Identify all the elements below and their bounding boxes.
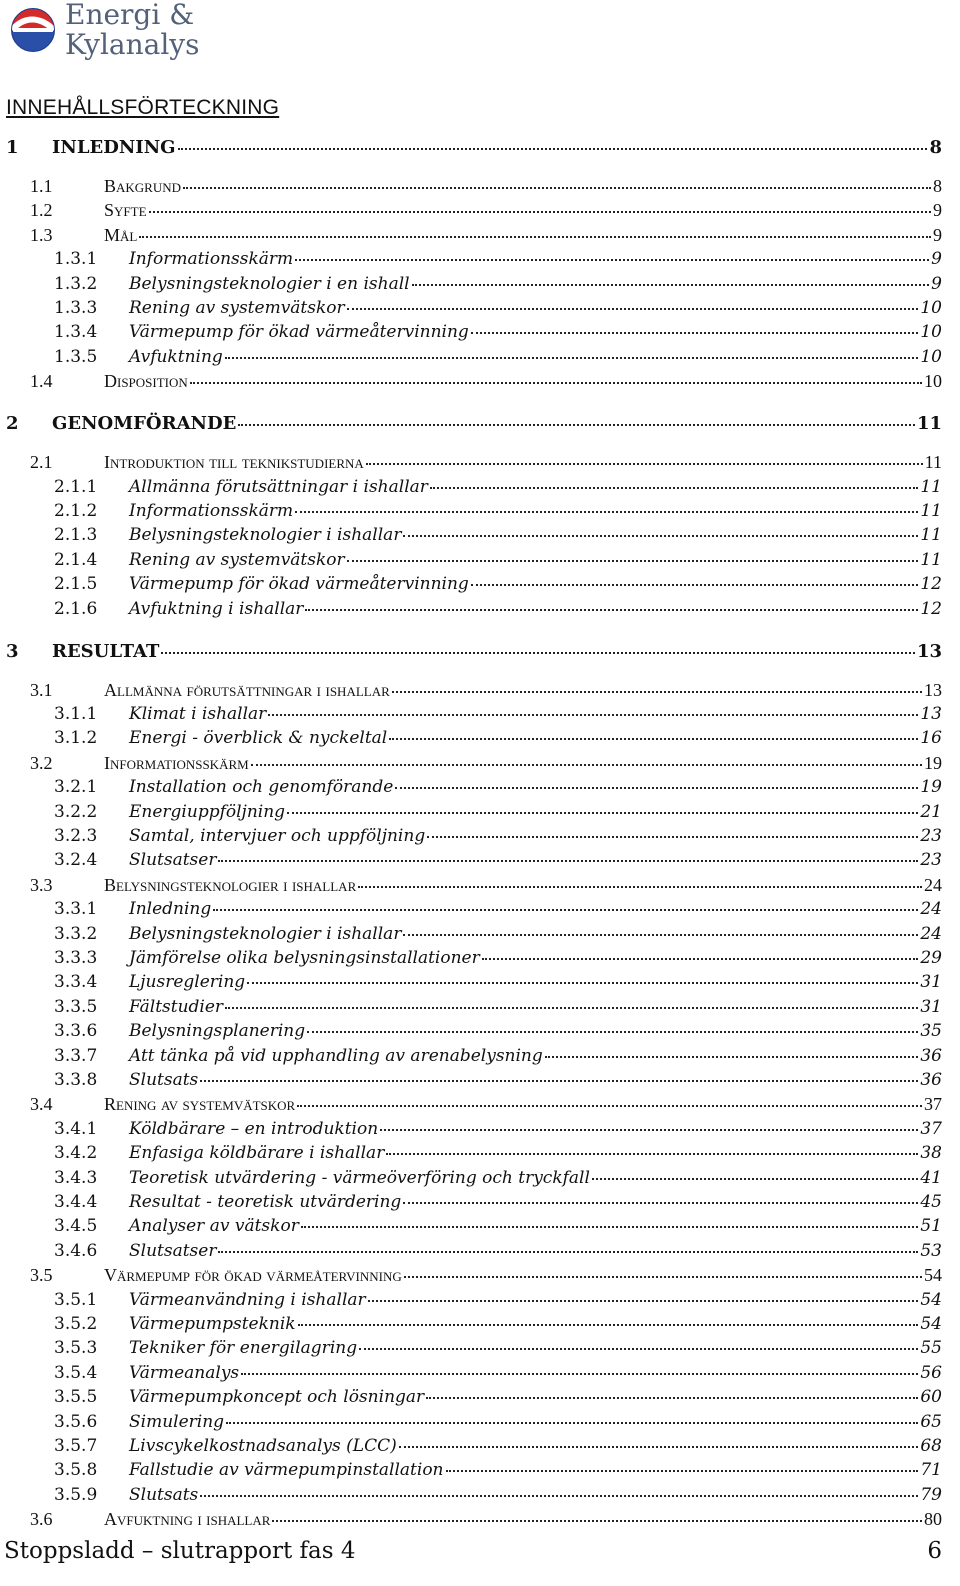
toc-entry-number: 1 bbox=[6, 137, 19, 158]
toc-entry-number: 3.5.7 bbox=[54, 1436, 98, 1456]
toc-entry-number: 2.1.6 bbox=[54, 598, 98, 619]
toc-entry-title: Belysningsplanering bbox=[129, 1021, 306, 1042]
toc-entry[interactable] bbox=[0, 298, 942, 318]
toc-entry[interactable] bbox=[0, 1460, 942, 1480]
toc-entry-number: 3.4.2 bbox=[54, 1143, 98, 1164]
toc-entry-number: 3.2.2 bbox=[54, 801, 98, 822]
toc-heading: INNEHÅLLSFÖRTECKNING bbox=[6, 96, 280, 119]
toc-entry-number: 3.3.4 bbox=[54, 972, 98, 993]
toc-entry-number: 3.5.8 bbox=[54, 1460, 98, 1481]
toc-dot-leader bbox=[307, 1031, 918, 1033]
toc-dot-leader bbox=[403, 934, 918, 936]
toc-entry-title: Mål bbox=[104, 224, 138, 245]
toc-entry-title: Teoretisk utvärdering - värmeöverföring och tryckfall bbox=[129, 1167, 590, 1188]
logo-text-line2: Kylanalys bbox=[65, 28, 200, 61]
toc-dot-leader bbox=[213, 909, 918, 911]
toc-entry-page: 11 bbox=[920, 549, 942, 570]
toc-dot-leader bbox=[272, 1520, 922, 1522]
toc-entry-number: 3.5 bbox=[30, 1265, 53, 1286]
toc-entry-title: INLEDNING bbox=[52, 137, 176, 158]
toc-dot-leader bbox=[251, 764, 922, 766]
toc-entry[interactable] bbox=[0, 641, 942, 662]
toc-entry[interactable] bbox=[0, 899, 942, 919]
toc-entry[interactable] bbox=[0, 680, 942, 701]
toc-entry[interactable] bbox=[0, 477, 942, 497]
toc-entry[interactable] bbox=[0, 1363, 942, 1383]
toc-entry-page: 9 bbox=[933, 224, 942, 245]
toc-entry-number: 1.3.2 bbox=[54, 273, 98, 294]
toc-entry[interactable] bbox=[0, 1338, 942, 1358]
toc-entry[interactable] bbox=[0, 137, 942, 158]
toc-entry-title: Bakgrund bbox=[104, 176, 182, 196]
toc-entry-page: 45 bbox=[920, 1192, 942, 1212]
toc-entry-page: 80 bbox=[924, 1509, 942, 1530]
toc-entry-title: Jämförelse olika belysningsinstallationer bbox=[129, 948, 480, 968]
toc-entry[interactable] bbox=[0, 850, 942, 870]
toc-entry-number: 3.3.3 bbox=[54, 948, 98, 968]
toc-entry-title: Ljusreglering bbox=[129, 972, 246, 993]
toc-entry-number: 3.4.4 bbox=[54, 1192, 98, 1212]
toc-entry-number: 2.1 bbox=[30, 452, 53, 473]
toc-entry-number: 3.1.1 bbox=[54, 704, 98, 724]
toc-entry-number: 1.3 bbox=[30, 224, 53, 245]
toc-entry-page: 10 bbox=[924, 371, 942, 392]
toc-entry-title: Värmepumpkoncept och lösningar bbox=[129, 1387, 425, 1408]
toc-entry-title: Inledning bbox=[129, 899, 212, 920]
toc-entry[interactable] bbox=[0, 525, 942, 545]
toc-entry[interactable] bbox=[0, 1192, 942, 1212]
toc-entry-title: Energi - överblick & nyckeltal bbox=[129, 728, 388, 749]
toc-dot-leader bbox=[403, 1202, 918, 1204]
toc-entry[interactable] bbox=[0, 704, 942, 724]
toc-entry-page: 71 bbox=[920, 1460, 942, 1481]
toc-entry-title: Installation och genomförande bbox=[129, 777, 394, 798]
toc-entry-number: 3.4 bbox=[30, 1094, 53, 1115]
toc-entry-number: 3.3.5 bbox=[54, 996, 98, 1017]
toc-dot-leader bbox=[178, 148, 928, 150]
toc-entry[interactable] bbox=[0, 1168, 942, 1188]
toc-entry-page: 8 bbox=[933, 176, 942, 196]
toc-entry[interactable] bbox=[0, 1046, 942, 1066]
toc-entry-number: 3.5.3 bbox=[54, 1338, 98, 1359]
toc-entry[interactable] bbox=[0, 249, 942, 269]
toc-entry-number: 1.4 bbox=[30, 371, 53, 392]
toc-dot-leader bbox=[368, 1300, 919, 1302]
toc-entry-title: Värmeanvändning i ishallar bbox=[129, 1289, 366, 1310]
toc-entry-number: 3.5.9 bbox=[54, 1484, 98, 1505]
toc-entry-page: 10 bbox=[920, 322, 942, 343]
toc-dot-leader bbox=[295, 259, 929, 261]
toc-entry-title: Rening av systemvätskor bbox=[104, 1094, 296, 1115]
footer-title: Stoppsladd – slutrapport fas 4 bbox=[4, 1538, 356, 1564]
toc-entry-page: 8 bbox=[929, 137, 942, 158]
toc-entry-page: 60 bbox=[920, 1387, 942, 1408]
toc-entry[interactable] bbox=[0, 1314, 942, 1334]
toc-dot-leader bbox=[297, 1105, 922, 1107]
toc-entry-number: 3.1.2 bbox=[54, 728, 98, 749]
toc-entry-page: 19 bbox=[924, 752, 942, 773]
toc-entry-page: 54 bbox=[920, 1314, 942, 1334]
logo-emblem-icon bbox=[10, 2, 56, 58]
toc-entry-page: 38 bbox=[920, 1143, 942, 1164]
toc-entry-title: Allmänna förutsättningar i ishallar bbox=[129, 476, 428, 497]
footer-page-number: 6 bbox=[927, 1538, 942, 1564]
toc-dot-leader bbox=[301, 1226, 919, 1228]
toc-dot-leader bbox=[482, 958, 919, 960]
toc-dot-leader bbox=[380, 1129, 918, 1131]
toc-dot-leader bbox=[446, 1470, 919, 1472]
toc-entry-title: Belysningsteknologier i ishallar bbox=[129, 923, 402, 944]
toc-entry-page: 16 bbox=[920, 728, 942, 749]
toc-entry-title: Värmepump för ökad värmeåtervinning bbox=[129, 322, 469, 343]
toc-entry-page: 37 bbox=[924, 1094, 942, 1115]
toc-dot-leader bbox=[226, 1422, 918, 1424]
toc-entry[interactable] bbox=[0, 347, 942, 367]
toc-entry-number: 3 bbox=[6, 640, 19, 662]
toc-entry-page: 9 bbox=[933, 200, 942, 221]
toc-dot-leader bbox=[358, 886, 922, 888]
toc-dot-leader bbox=[298, 1324, 919, 1326]
toc-dot-leader bbox=[430, 487, 918, 489]
toc-entry[interactable] bbox=[0, 1387, 942, 1407]
toc-dot-leader bbox=[399, 1446, 919, 1448]
toc-entry-title: Avfuktning i ishallar bbox=[129, 598, 304, 619]
toc-dot-leader bbox=[471, 332, 919, 334]
toc-dot-leader bbox=[347, 308, 919, 310]
toc-entry-number: 3.3 bbox=[30, 874, 53, 895]
toc-entry-title: Informationsskärm bbox=[129, 501, 294, 521]
toc-entry[interactable] bbox=[0, 924, 942, 944]
toc-entry-title: Rening av systemvätskor bbox=[129, 549, 345, 570]
toc-entry-page: 35 bbox=[920, 1021, 942, 1042]
toc-entry-page: 79 bbox=[920, 1484, 942, 1505]
toc-dot-leader bbox=[403, 535, 918, 537]
toc-entry-page: 55 bbox=[920, 1338, 942, 1359]
toc-entry-number: 1.3.4 bbox=[54, 322, 98, 343]
toc-entry-number: 2.1.2 bbox=[54, 501, 98, 521]
logo-text-line1: Energi & bbox=[65, 0, 195, 31]
toc-entry-title: Avfuktning bbox=[129, 346, 223, 367]
toc-entry-page: 13 bbox=[920, 704, 942, 724]
toc-dot-leader bbox=[412, 284, 930, 286]
toc-entry-number: 1.3.5 bbox=[54, 346, 98, 367]
toc-entry-page: 10 bbox=[920, 298, 942, 318]
toc-entry-page: 37 bbox=[920, 1118, 942, 1139]
toc-entry-number: 3.4.3 bbox=[54, 1167, 98, 1188]
toc-dot-leader bbox=[426, 1397, 918, 1399]
toc-dot-leader bbox=[139, 236, 931, 238]
toc-entry[interactable] bbox=[0, 777, 942, 797]
toc-entry[interactable] bbox=[0, 948, 942, 968]
toc-entry-title: RESULTAT bbox=[52, 640, 160, 662]
toc-dot-leader bbox=[161, 652, 915, 654]
toc-entry-number: 3.2 bbox=[30, 752, 53, 773]
toc-entry[interactable] bbox=[0, 1094, 942, 1115]
toc-entry[interactable] bbox=[0, 452, 942, 473]
toc-entry-title: Värmepump för ökad värmeåtervinning bbox=[104, 1265, 402, 1286]
toc-entry-title: Disposition bbox=[104, 371, 188, 392]
toc-dot-leader bbox=[295, 511, 918, 513]
toc-dot-leader bbox=[395, 787, 918, 789]
toc-entry-number: 3.5.6 bbox=[54, 1411, 98, 1432]
toc-dot-leader bbox=[268, 714, 918, 716]
toc-entry-number: 3.3.7 bbox=[54, 1045, 98, 1066]
toc-entry[interactable] bbox=[0, 1021, 942, 1041]
toc-entry-title: Enfasiga köldbärare i ishallar bbox=[129, 1143, 385, 1164]
toc-dot-leader bbox=[404, 1276, 922, 1278]
toc-dot-leader bbox=[218, 1251, 918, 1253]
toc-entry[interactable] bbox=[0, 802, 942, 822]
toc-entry-page: 41 bbox=[920, 1167, 942, 1188]
toc-entry-number: 3.3.8 bbox=[54, 1070, 98, 1090]
toc-entry[interactable] bbox=[0, 1265, 942, 1286]
toc-entry-title: Slutsats bbox=[129, 1484, 199, 1505]
toc-entry-title: Informationsskärm bbox=[104, 752, 249, 773]
toc-entry[interactable] bbox=[0, 728, 942, 748]
toc-entry-page: 23 bbox=[920, 850, 942, 871]
toc-entry-number: 2.1.5 bbox=[54, 574, 98, 595]
toc-entry-page: 12 bbox=[920, 598, 942, 619]
toc-entry[interactable] bbox=[0, 826, 942, 846]
toc-dot-leader bbox=[287, 812, 918, 814]
toc-entry-number: 1.1 bbox=[30, 176, 53, 196]
toc-dot-leader bbox=[149, 211, 931, 213]
toc-entry[interactable] bbox=[0, 753, 942, 774]
toc-entry[interactable] bbox=[0, 1436, 942, 1456]
toc-dot-leader bbox=[305, 609, 918, 611]
toc-entry-page: 11 bbox=[920, 501, 942, 521]
toc-entry-page: 53 bbox=[920, 1240, 942, 1261]
toc-entry-title: Rening av systemvätskor bbox=[129, 298, 345, 318]
toc-entry-number: 3.2.3 bbox=[54, 826, 98, 846]
toc-entry-title: Livscykelkostnadsanalys (LCC) bbox=[129, 1436, 397, 1456]
toc-entry-title: Allmänna förutsättningar i ishallar bbox=[104, 679, 390, 700]
toc-dot-leader bbox=[190, 382, 922, 384]
toc-dot-leader bbox=[592, 1178, 918, 1180]
toc-entry-title: Informationsskärm bbox=[129, 249, 294, 270]
toc-dot-leader bbox=[366, 463, 923, 465]
toc-entry-number: 3.2.4 bbox=[54, 850, 98, 871]
toc-entry-number: 3.5.4 bbox=[54, 1362, 98, 1383]
toc-entry[interactable] bbox=[0, 1509, 942, 1530]
toc-entry-number: 1.2 bbox=[30, 200, 53, 221]
toc-entry-page: 24 bbox=[920, 899, 942, 920]
toc-dot-leader bbox=[225, 1007, 918, 1009]
toc-dot-leader bbox=[200, 1495, 918, 1497]
toc-entry-page: 11 bbox=[924, 452, 942, 473]
toc-entry-page: 68 bbox=[920, 1436, 942, 1456]
toc-entry[interactable] bbox=[0, 972, 942, 992]
toc-entry[interactable] bbox=[0, 274, 942, 294]
toc-entry-page: 10 bbox=[920, 346, 942, 367]
toc-entry[interactable] bbox=[0, 1070, 942, 1090]
toc-entry-title: Att tänka på vid upphandling av arenabelysning bbox=[129, 1045, 543, 1066]
toc-entry-page: 51 bbox=[920, 1216, 942, 1237]
toc-entry-page: 54 bbox=[924, 1265, 942, 1286]
toc-dot-leader bbox=[183, 187, 931, 189]
toc-entry-page: 11 bbox=[920, 525, 942, 546]
toc-entry-page: 29 bbox=[920, 948, 942, 968]
toc-entry-title: Slutsatser bbox=[129, 1240, 217, 1261]
toc-entry[interactable] bbox=[0, 1241, 942, 1261]
toc-entry-page: 12 bbox=[920, 574, 942, 595]
toc-entry-number: 3.1 bbox=[30, 679, 53, 700]
toc-entry-number: 3.5.5 bbox=[54, 1387, 98, 1408]
toc-entry[interactable] bbox=[0, 1290, 942, 1310]
toc-entry-page: 36 bbox=[920, 1070, 942, 1090]
toc-entry-title: Fältstudier bbox=[129, 996, 224, 1017]
company-logo bbox=[10, 0, 250, 66]
toc-entry[interactable] bbox=[0, 501, 942, 521]
toc-entry-number: 3.4.5 bbox=[54, 1216, 98, 1237]
toc-entry-title: Introduktion till teknikstudierna bbox=[104, 452, 364, 473]
toc-entry-title: Energiuppföljning bbox=[129, 801, 286, 822]
toc-entry-title: Simulering bbox=[129, 1411, 225, 1432]
toc-entry-page: 56 bbox=[920, 1362, 942, 1383]
toc-entry[interactable] bbox=[0, 200, 942, 221]
toc-entry-number: 2.1.1 bbox=[54, 476, 98, 497]
toc-dot-leader bbox=[386, 1153, 918, 1155]
toc-dot-leader bbox=[218, 860, 918, 862]
toc-entry[interactable] bbox=[0, 225, 942, 246]
toc-entry-page: 31 bbox=[920, 972, 942, 993]
toc-entry-page: 9 bbox=[931, 273, 942, 294]
toc-entry[interactable] bbox=[0, 1143, 942, 1163]
toc-dot-leader bbox=[389, 738, 918, 740]
toc-entry-title: Slutsats bbox=[129, 1070, 199, 1090]
toc-dot-leader bbox=[347, 560, 919, 562]
toc-dot-leader bbox=[427, 836, 918, 838]
toc-entry-title: Klimat i ishallar bbox=[129, 704, 267, 724]
toc-dot-leader bbox=[247, 982, 918, 984]
toc-entry-page: 24 bbox=[924, 874, 942, 895]
toc-entry-title: Syfte bbox=[104, 200, 147, 221]
toc-entry-page: 36 bbox=[920, 1045, 942, 1066]
toc-entry-title: Belysningsteknologier i ishallar bbox=[129, 525, 402, 546]
toc-entry-title: Avfuktning i ishallar bbox=[104, 1509, 271, 1530]
toc-entry[interactable] bbox=[0, 322, 942, 342]
toc-entry-number: 2 bbox=[6, 413, 19, 435]
toc-entry[interactable] bbox=[0, 875, 942, 896]
toc-entry-number: 3.4.6 bbox=[54, 1240, 98, 1261]
toc-entry-page: 11 bbox=[916, 413, 942, 435]
toc-entry-number: 3.3.1 bbox=[54, 899, 98, 920]
toc-entry-title: Resultat - teoretisk utvärdering bbox=[129, 1192, 402, 1212]
toc-entry-title: Köldbärare – en introduktion bbox=[129, 1118, 379, 1139]
toc-entry-number: 1.3.1 bbox=[54, 249, 98, 270]
toc-entry-title: Belysningsteknologier i en ishall bbox=[129, 273, 410, 294]
toc-entry[interactable] bbox=[0, 574, 942, 594]
toc-entry[interactable] bbox=[0, 176, 942, 197]
toc-entry-page: 54 bbox=[920, 1289, 942, 1310]
toc-entry-number: 2.1.4 bbox=[54, 549, 98, 570]
toc-entry[interactable] bbox=[0, 1485, 942, 1505]
toc-entry[interactable] bbox=[0, 413, 942, 434]
toc-dot-leader bbox=[392, 691, 922, 693]
toc-entry-page: 19 bbox=[920, 777, 942, 798]
toc-entry[interactable] bbox=[0, 997, 942, 1017]
toc-dot-leader bbox=[241, 1373, 918, 1375]
toc-entry-page: 11 bbox=[920, 476, 942, 497]
toc-entry-number: 3.6 bbox=[30, 1509, 53, 1530]
toc-entry-title: Värmepump för ökad värmeåtervinning bbox=[129, 574, 469, 595]
toc-entry[interactable] bbox=[0, 371, 942, 392]
toc-entry-number: 2.1.3 bbox=[54, 525, 98, 546]
toc-entry-title: Tekniker för energilagring bbox=[129, 1338, 358, 1359]
toc-dot-leader bbox=[471, 584, 919, 586]
toc-entry-page: 31 bbox=[920, 996, 942, 1017]
toc-entry-number: 3.3.6 bbox=[54, 1021, 98, 1042]
toc-entry-page: 24 bbox=[920, 923, 942, 944]
toc-entry-page: 65 bbox=[920, 1411, 942, 1432]
toc-entry-title: Fallstudie av värmepumpinstallation bbox=[129, 1460, 444, 1481]
toc-entry[interactable] bbox=[0, 550, 942, 570]
toc-entry-number: 3.5.1 bbox=[54, 1289, 98, 1310]
toc-dot-leader bbox=[200, 1080, 918, 1082]
toc-entry-page: 13 bbox=[916, 640, 942, 662]
toc-entry-title: Slutsatser bbox=[129, 850, 217, 871]
toc-entry[interactable] bbox=[0, 1119, 942, 1139]
toc-entry-number: 1.3.3 bbox=[54, 298, 98, 318]
toc-entry-number: 3.4.1 bbox=[54, 1118, 98, 1139]
toc-entry[interactable] bbox=[0, 1412, 942, 1432]
toc-entry[interactable] bbox=[0, 1216, 942, 1236]
toc-entry[interactable] bbox=[0, 599, 942, 619]
toc-entry-page: 13 bbox=[924, 679, 942, 700]
toc-entry-title: Analyser av vätskor bbox=[129, 1216, 299, 1237]
toc-entry-title: Värmepumpsteknik bbox=[129, 1314, 296, 1334]
toc-entry-title: GENOMFÖRANDE bbox=[52, 413, 237, 435]
toc-entry-page: 23 bbox=[920, 826, 942, 846]
toc-entry-title: Värmeanalys bbox=[129, 1362, 240, 1383]
toc-entry-number: 3.2.1 bbox=[54, 777, 98, 798]
toc-entry-page: 9 bbox=[931, 249, 942, 270]
toc-entry-number: 3.3.2 bbox=[54, 923, 98, 944]
toc-entry-page: 21 bbox=[920, 801, 942, 822]
toc-entry-title: Samtal, intervjuer och uppföljning bbox=[129, 826, 426, 846]
toc-entry-number: 3.5.2 bbox=[54, 1314, 98, 1334]
toc-dot-leader bbox=[238, 424, 915, 426]
toc-dot-leader bbox=[225, 357, 919, 359]
toc-dot-leader bbox=[545, 1056, 919, 1058]
toc-dot-leader bbox=[359, 1348, 918, 1350]
toc-entry-title: Belysningsteknologier i ishallar bbox=[104, 874, 357, 895]
